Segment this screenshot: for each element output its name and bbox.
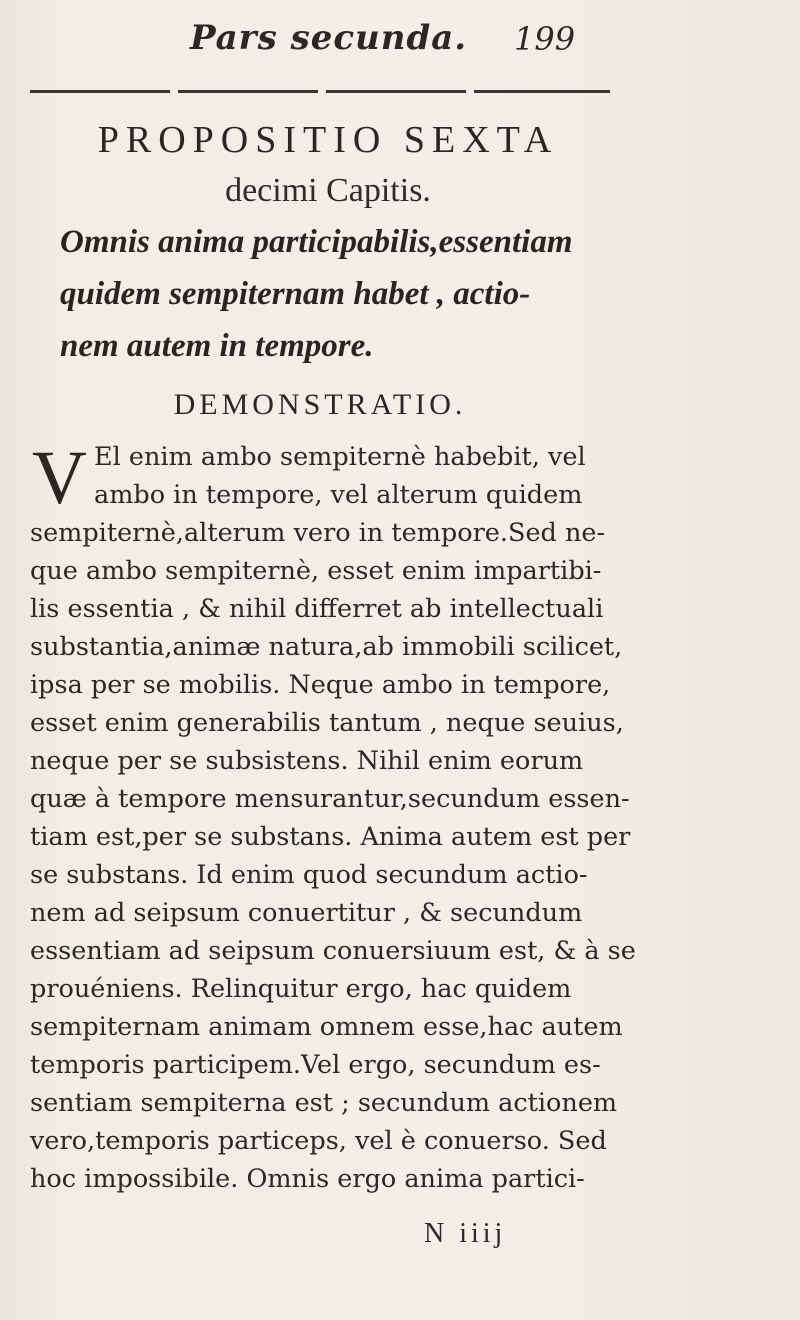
text-line: essentiam ad seipsum conuersiuum est, & à se xyxy=(30,936,636,966)
text-line: sempiternam animam omnem esse,hac autem xyxy=(30,1012,623,1042)
text-line: ambo in tempore, vel alterum quidem xyxy=(94,480,583,510)
text-line: vero,temporis particeps, vel è conuerso. Sed xyxy=(30,1126,607,1156)
text-line: quæ à tempore mensurantur,secundum essen- xyxy=(30,784,630,814)
text-line: lis essentia , & nihil differret ab intellectuali xyxy=(30,594,604,624)
text-line: se substans. Id enim quod secundum actio- xyxy=(30,860,588,890)
proposition-subheading: decimi Capitis. xyxy=(225,172,431,209)
signature-mark: N iiij xyxy=(424,1218,507,1249)
text-line: temporis participem.Vel ergo, secundum es- xyxy=(30,1050,601,1080)
demonstration-heading: DEMONSTRATIO. xyxy=(173,388,467,421)
text-line: nem ad seipsum conuertitur , & secundum xyxy=(30,898,583,928)
text-line: prouéniens. Relinquitur ergo, hac quidem xyxy=(30,974,572,1004)
text-line: sempiternè,alterum vero in tempore.Sed ne- xyxy=(30,518,606,548)
text-line: neque per se subsistens. Nihil enim eorum xyxy=(30,746,584,776)
text-line: que ambo sempiternè, esset enim impartibi- xyxy=(30,556,602,586)
text-line: esset enim generabilis tantum , neque seuius, xyxy=(30,708,624,738)
proposition-enunciation xyxy=(60,216,620,372)
running-head-title: Pars secunda. xyxy=(190,18,468,58)
text-line: El enim ambo sempiternè habebit, vel xyxy=(94,442,586,472)
text-line: sentiam sempiterna est ; secundum actionem xyxy=(30,1088,618,1118)
text-line: substantia,animæ natura,ab immobili scilicet, xyxy=(30,632,623,662)
head-rule-divider xyxy=(30,90,610,93)
text-line: ipsa per se mobilis. Neque ambo in tempore, xyxy=(30,670,611,700)
enunciation-line: Omnis anima participabilis,essentiam xyxy=(60,224,573,260)
drop-cap: V xyxy=(32,436,87,520)
page-number: 199 xyxy=(514,20,576,58)
text-line: tiam est,per se substans. Anima autem est per xyxy=(30,822,631,852)
proposition-heading: PROPOSITIO SEXTA xyxy=(97,119,559,161)
running-head xyxy=(0,8,800,68)
text-line: hoc impossibile. Omnis ergo anima partici- xyxy=(30,1164,585,1194)
enunciation-line: nem autem in tempore. xyxy=(60,328,374,364)
enunciation-line: quidem sempiternam habet , actio- xyxy=(60,276,531,312)
